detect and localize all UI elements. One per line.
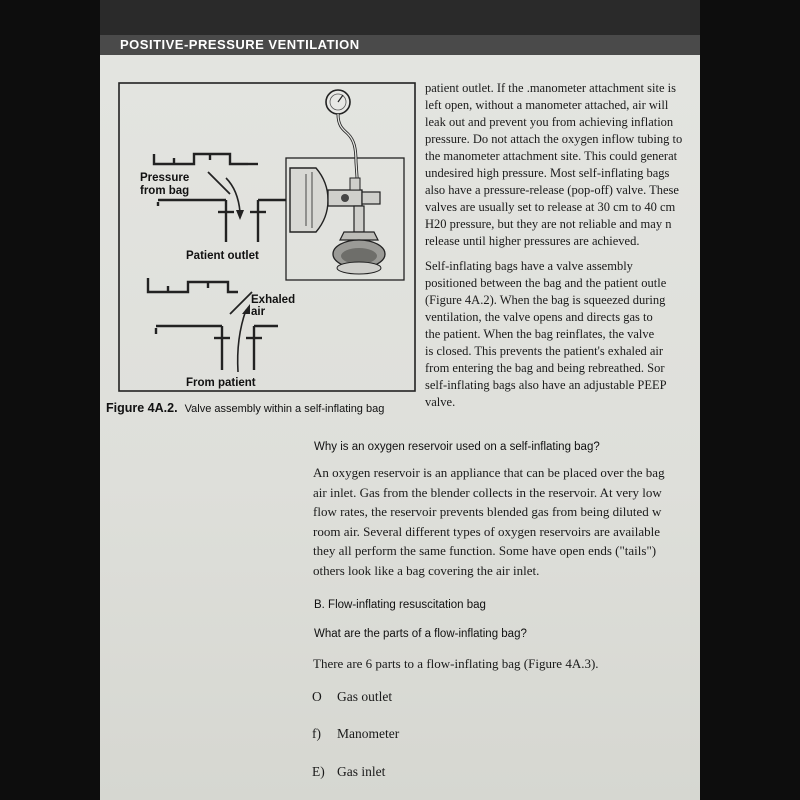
text-line: ventilation, the valve opens and directs gas to — [425, 310, 653, 324]
label-exhaled-line2: air — [251, 306, 266, 318]
label-from-patient: From patient — [186, 377, 256, 389]
list-marker: E) — [312, 764, 325, 779]
text-line: Self-inflating bags have a valve assembly — [425, 259, 633, 273]
list-text: Gas inlet — [337, 764, 386, 779]
answer-flow-inflating-parts: There are 6 parts to a flow-inflating bag (Figure 4A.3). — [313, 656, 599, 671]
list-text: Gas outlet — [337, 689, 393, 704]
running-header-title: POSITIVE-PRESSURE VENTILATION — [120, 37, 360, 52]
figure-caption-label: Figure 4A.2. — [106, 401, 178, 415]
section-heading-b: B. Flow-inflating resuscitation bag — [314, 599, 486, 611]
text-line: from entering the bag and being rebreathed. Sor — [425, 361, 665, 375]
right-column-text — [425, 80, 700, 411]
list-text: Manometer — [337, 726, 400, 741]
inflation-valve-schematic — [154, 154, 286, 242]
text-line: flow rates, the reservoir prevents blended gas from being diluted w — [313, 504, 662, 519]
list-marker: O — [312, 689, 322, 704]
text-line: also have a pressure-release (pop-off) valve. These — [425, 183, 679, 197]
text-line: An oxygen reservoir is an appliance that can be placed over the bag — [313, 465, 665, 480]
exhalation-valve-schematic — [148, 278, 278, 370]
book-page — [100, 0, 700, 800]
text-line: the patient. When the bag reinflates, the valve — [425, 327, 655, 341]
text-line: pressure. Do not attach the oxygen inflow tubing to — [425, 132, 683, 146]
text-line: leak out and prevent you from achieving inflation — [425, 115, 674, 129]
text-line: valves are usually set to release at 30 cm to 40 cm — [425, 200, 676, 214]
running-header — [100, 35, 700, 55]
text-line: air inlet. Gas from the blender collects in the reservoir. At very low — [313, 484, 662, 500]
text-line: the manometer attachment site. This could generat — [425, 149, 678, 163]
figure-valve-assembly — [118, 82, 416, 392]
list-item — [312, 726, 399, 742]
label-pressure-line2: from bag — [140, 185, 190, 197]
text-line: others look like a bag covering the air inlet. — [313, 562, 540, 578]
text-line: undesired high pressure. Most self-inflating bags — [425, 166, 670, 180]
text-line: self-inflating bags also have an adjustable PEEP — [425, 378, 667, 392]
label-exhaled-line1: Exhaled — [251, 294, 296, 306]
text-line: positioned between the bag and the patient outle — [425, 276, 667, 290]
text-line: is closed. This prevents the patient's exhaled air — [425, 344, 664, 358]
text-line: valve. — [425, 395, 456, 409]
valve-diagram — [118, 82, 416, 392]
list-item — [312, 764, 385, 780]
answer-oxygen-reservoir — [313, 463, 665, 580]
text-line: (Figure 4A.2). When the bag is squeezed during — [425, 293, 666, 307]
label-patient-outlet: Patient outlet — [186, 250, 259, 262]
text-line: they all perform the same function. Some have open ends ("tails") — [313, 543, 657, 558]
figure-caption — [106, 401, 384, 415]
list-item — [312, 689, 392, 705]
figure-caption-text: Valve assembly within a self-inflating bag — [184, 403, 385, 415]
question-flow-inflating-parts: What are the parts of a flow-inflating bag? — [314, 628, 527, 640]
text-line: left open, without a manometer attached, air will — [425, 98, 669, 112]
text-line: room air. Several different types of oxygen reservoirs are available — [313, 523, 661, 539]
page-top-shadow — [100, 0, 700, 35]
text-line: release until higher pressures are achieved. — [425, 234, 640, 248]
label-pressure-line1: Pressure — [140, 172, 190, 184]
text-line: patient outlet. If the .manometer attachment site is — [425, 81, 676, 95]
question-oxygen-reservoir: Why is an oxygen reservoir used on a self-inflating bag? — [314, 441, 600, 453]
list-marker: f) — [312, 726, 321, 741]
text-line: H20 pressure, but they are not reliable and may n — [425, 217, 672, 231]
